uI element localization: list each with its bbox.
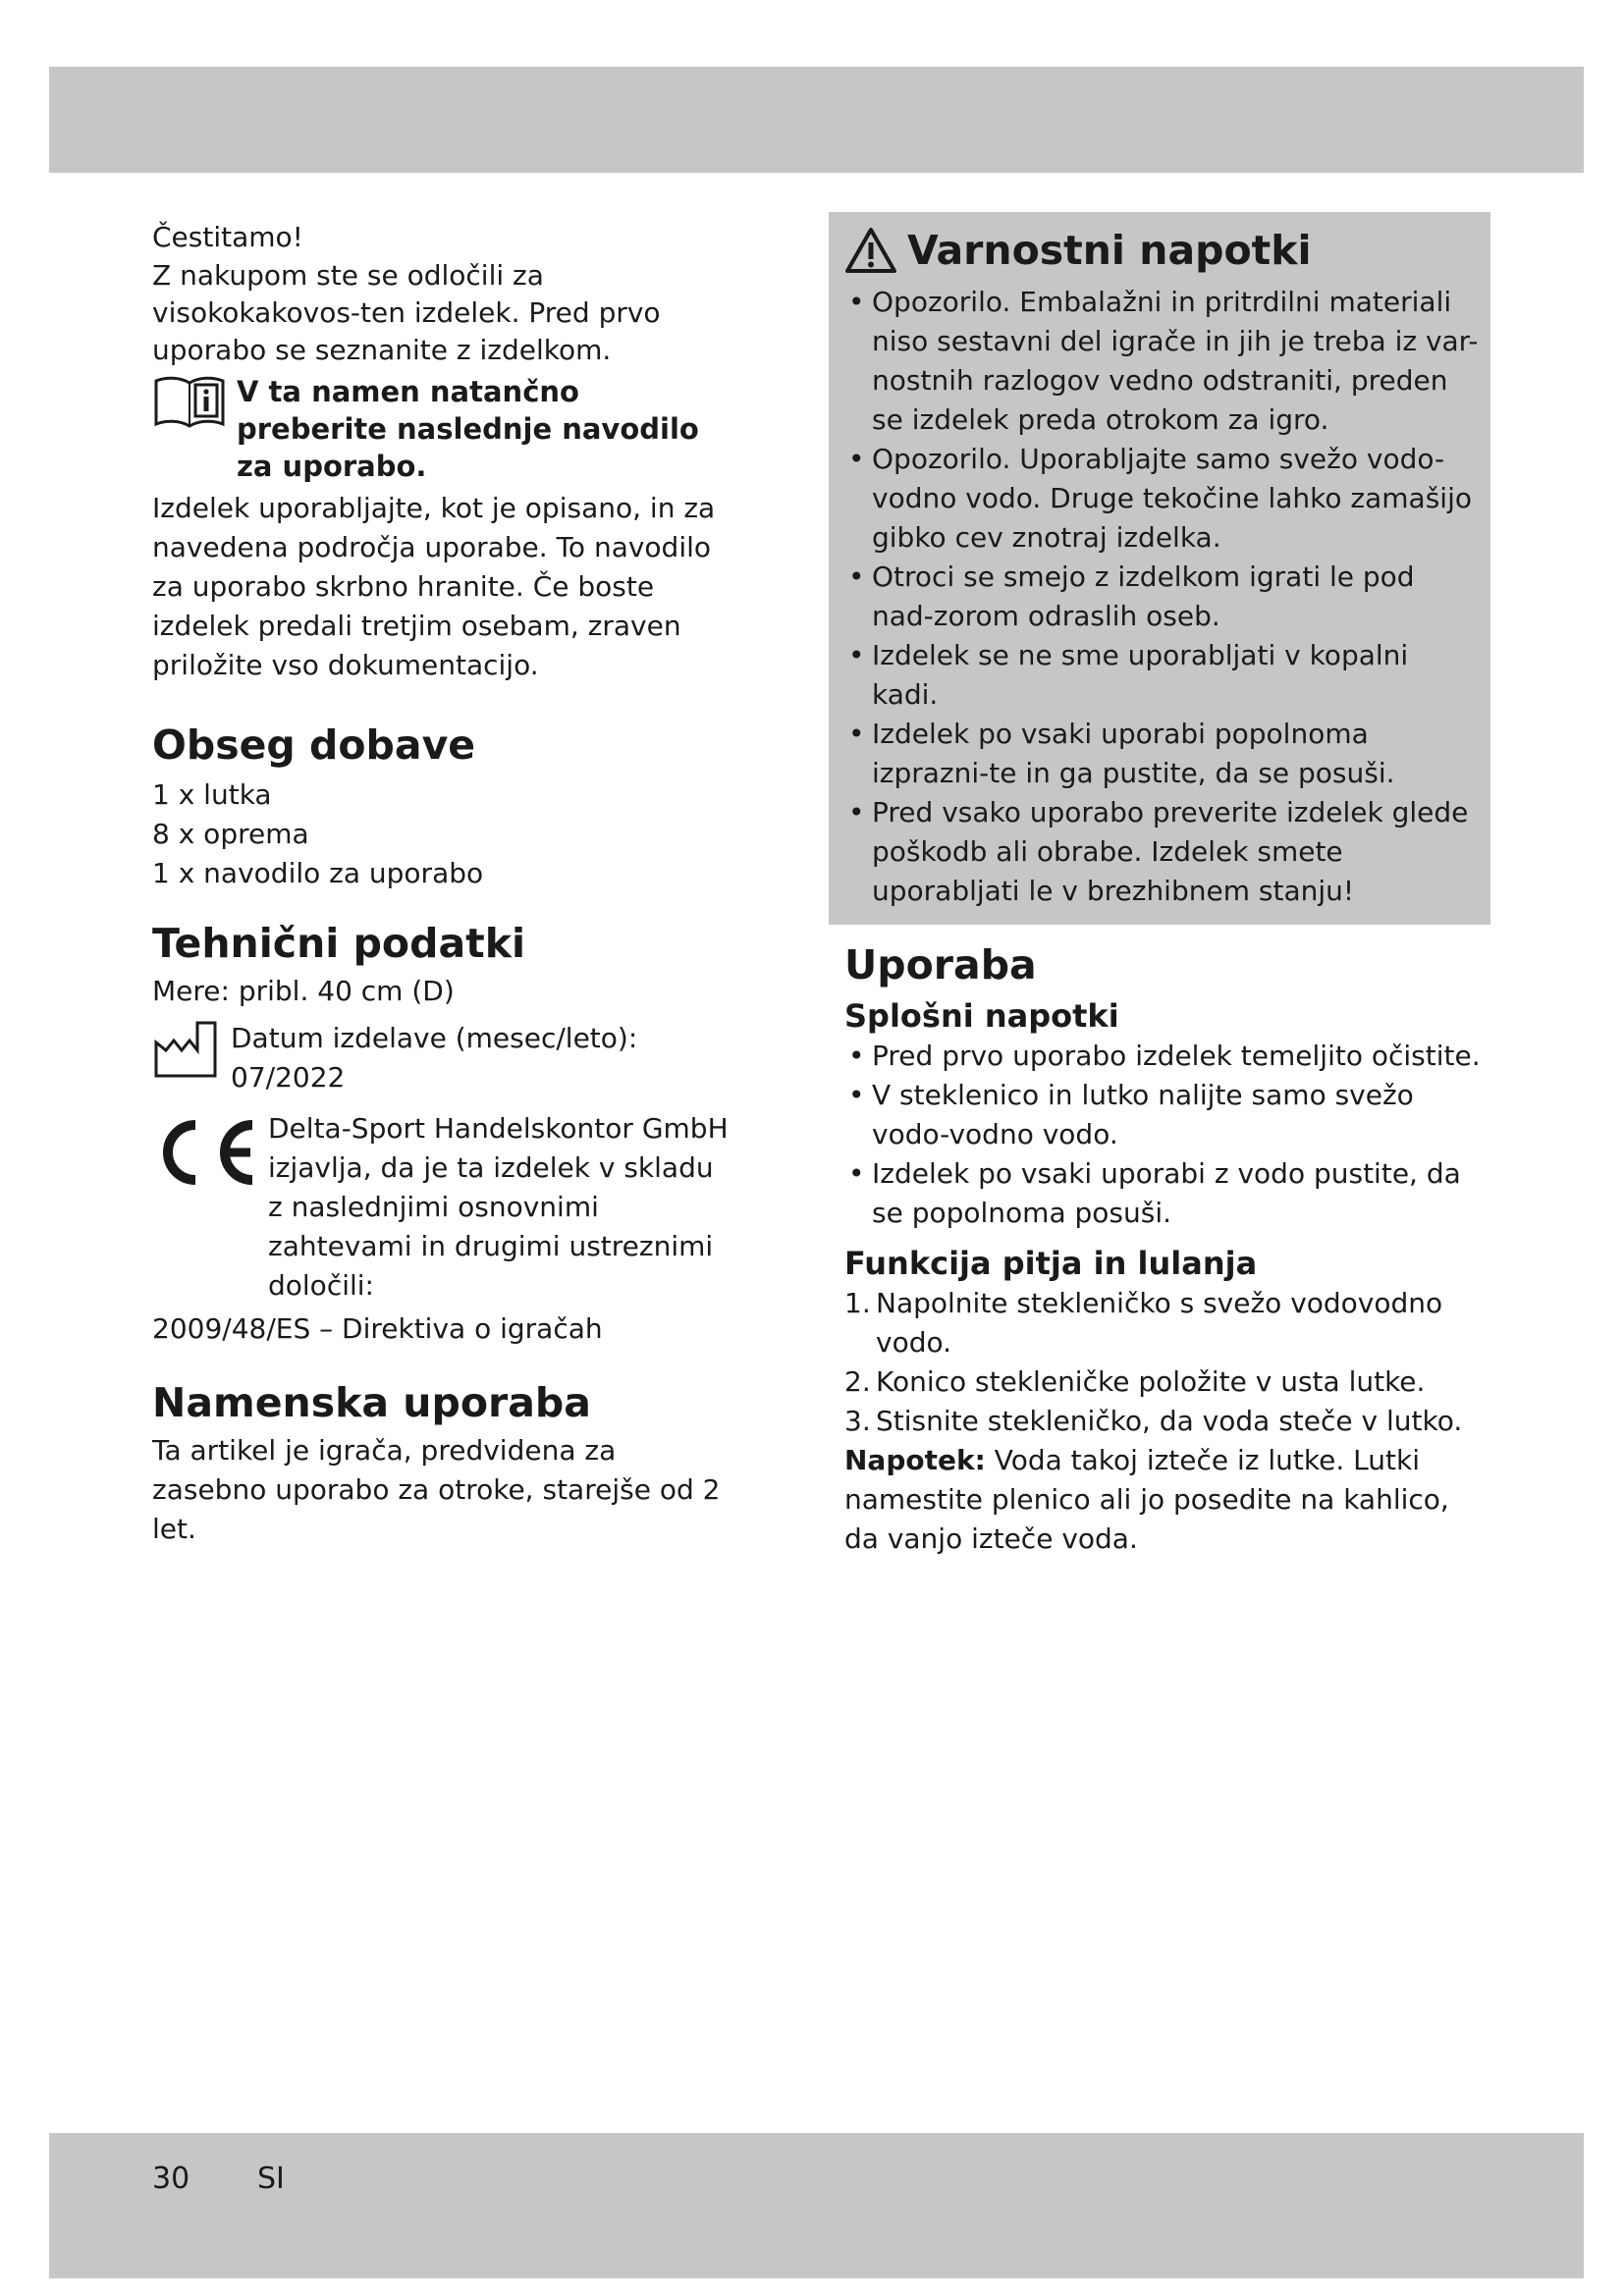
right-column <box>844 212 1483 1559</box>
list-item: • Otroci se smejo z izdelkom igrati le pod nad-zorom odraslih oseb. <box>844 558 1481 636</box>
intro-text: Z nakupom ste se odločili za visokokakovos-ten izdelek. Pred prvo uporabo se seznanite z izdelkom. <box>152 259 661 366</box>
list-item: • Opozorilo. Uporabljajte samo svežo vodo-vodno vodo. Druge tekočine lahko zamašijo gibko cev znotraj izdelka. <box>844 440 1481 558</box>
step-number: 3. <box>844 1405 871 1437</box>
step-text: Konico stekleničke položite v usta lutke. <box>876 1365 1426 1398</box>
usage-note <box>844 1441 1483 1559</box>
safety-box <box>829 212 1490 925</box>
read-instructions-notice <box>152 373 731 485</box>
list-item: • Izdelek se ne sme uporabljati v kopalni kadi. <box>844 636 1481 715</box>
function-heading: Funkcija pitja in lulanja <box>844 1245 1258 1282</box>
list-item: • V steklenico in lutko nalijte samo svežo vodo-vodno vodo. <box>844 1076 1483 1154</box>
safety-list <box>844 283 1481 911</box>
scope-heading: Obseg dobave <box>152 721 476 769</box>
step-number: 1. <box>844 1287 871 1319</box>
intended-heading: Namenska uporaba <box>152 1379 591 1426</box>
footer-band <box>49 2133 1584 2278</box>
general-heading: Splošni napotki <box>844 997 1119 1035</box>
list-item: 8 x oprema <box>152 818 309 850</box>
list-item: • Izdelek po vsaki uporabi z vodo pustite, da se popolnoma posuši. <box>844 1154 1483 1233</box>
page-number: 30 <box>152 2162 190 2196</box>
warning-icon <box>844 227 897 274</box>
list-item: • Izdelek po vsaki uporabi popolnoma izprazni-te in ga pustite, da se posuši. <box>844 715 1481 793</box>
list-item: • Pred prvo uporabo izdelek temeljito očistite. <box>844 1037 1483 1076</box>
list-item: • Opozorilo. Embalažni in pritrdilni materiali niso sestavni del igrače in jih je treba iz var-nostnih razlogov vedno odstraniti, preden se izdelek preda otrokom za igro. <box>844 283 1481 440</box>
list-item: 1 x navodilo za uporabo <box>152 857 484 889</box>
ce-declaration <box>152 1109 731 1306</box>
step-text: Napolnite stekleničko s svežo vodovodno vodo. <box>876 1287 1443 1359</box>
left-column <box>152 206 731 1549</box>
info-book-icon <box>152 373 227 432</box>
list-item <box>844 1402 1483 1441</box>
date-label: Datum izdelave (mesec/leto): <box>231 1022 638 1054</box>
safety-heading-row <box>844 226 1481 275</box>
intended-text: Ta artikel je igrača, predvidena za zasebno uporabo za otroke, starejše od 2 let. <box>152 1434 721 1545</box>
date-value: 07/2022 <box>231 1061 346 1094</box>
step-number: 2. <box>844 1365 871 1398</box>
note-label: Napotek: <box>844 1444 986 1476</box>
usage-heading: Uporaba <box>844 941 1037 988</box>
list-item <box>844 1362 1483 1402</box>
notice-text: V ta namen natančno preberite naslednje navodilo za uporabo. <box>237 375 699 483</box>
header-band <box>49 67 1584 173</box>
size-text: Mere: pribl. 40 cm (D) <box>152 975 455 1007</box>
list-item: • Pred vsako uporabo preverite izdelek glede poškodb ali obrabe. Izdelek smete uporabljati le v brezhibnem stanju! <box>844 793 1481 911</box>
tech-heading: Tehnični podatki <box>152 920 526 967</box>
ce-mark-icon <box>152 1109 262 1194</box>
manufacture-date <box>152 1019 731 1097</box>
manufacture-date-icon <box>152 1019 221 1084</box>
usage-text: Izdelek uporabljajte, kot je opisano, in za navedena področja uporabe. To navodilo za uporabo skrbno hranite. Če boste izdelek predali tretjim osebam, zraven priložite vso dokumentacijo. <box>152 492 716 681</box>
step-text: Stisnite stekleničko, da voda steče v lutko. <box>876 1405 1463 1437</box>
list-item: 1 x lutka <box>152 778 272 811</box>
general-list <box>844 1037 1483 1233</box>
list-item <box>844 1284 1483 1362</box>
directive-text: 2009/48/ES – Direktiva o igračah <box>152 1312 603 1345</box>
note-text: Voda takoj izteče iz lutke. Lutki namestite plenico ali jo posedite na kahlico, da vanjo izteče voda. <box>844 1444 1449 1555</box>
language-code: SI <box>257 2162 285 2196</box>
function-steps <box>844 1284 1483 1441</box>
scope-list <box>152 775 731 893</box>
ce-text: Delta-Sport Handelskontor GmbH izjavlja, da je ta izdelek v skladu z naslednjimi osnovnimi zahtevami in drugimi ustreznimi določili: <box>268 1112 729 1302</box>
greeting: Čestitamo! <box>152 221 303 253</box>
safety-heading: Varnostni napotki <box>907 227 1312 274</box>
